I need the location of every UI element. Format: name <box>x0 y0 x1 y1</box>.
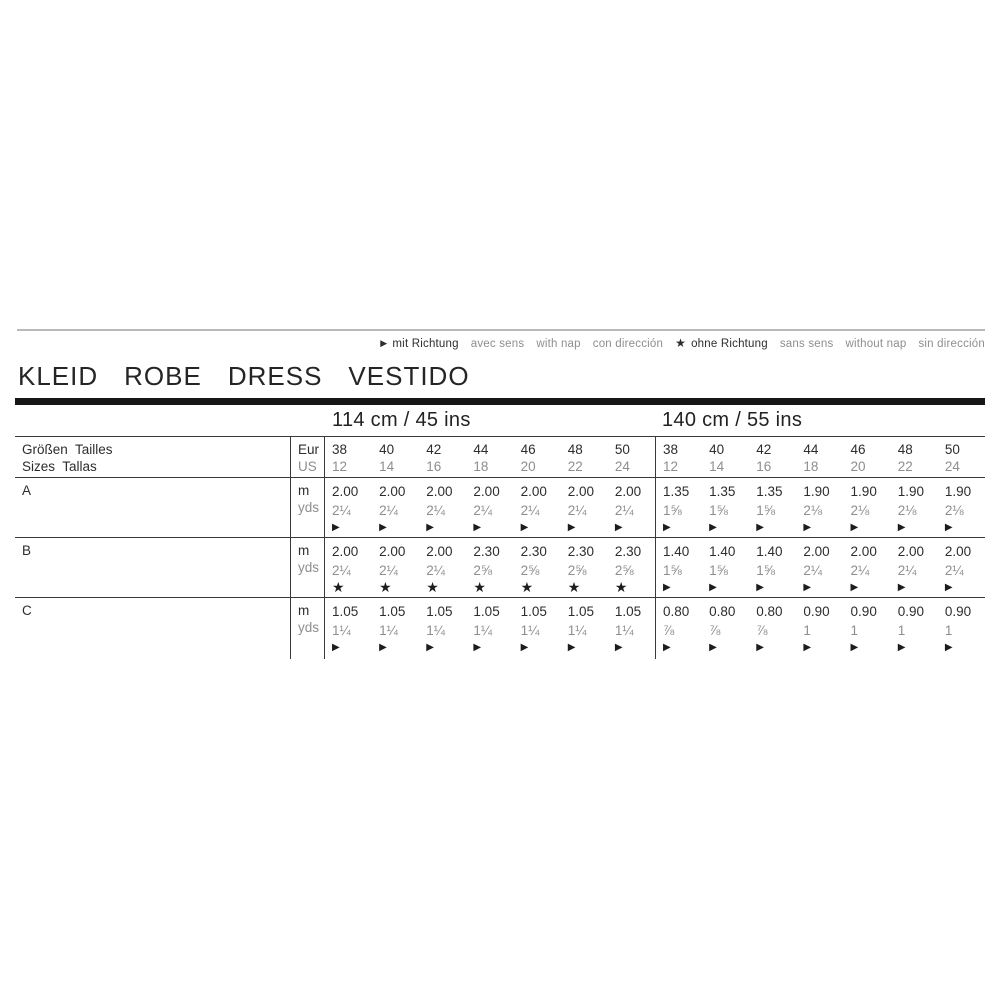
with-nap-triangle-icon: ▶ <box>520 642 529 653</box>
us-size: 22 <box>897 459 913 474</box>
with-nap-triangle-icon: ▶ <box>756 642 764 653</box>
meters-value: 0.90 <box>897 604 924 619</box>
eur-size: 48 <box>567 442 583 457</box>
eur-size: 40 <box>379 442 395 457</box>
width-header-140cm: 140 cm / 55 ins <box>662 409 803 431</box>
size-column-header <box>796 437 843 477</box>
with-nap-label-de: mit Richtung <box>392 338 459 350</box>
meters-value: 1.40 <box>662 544 690 559</box>
us-size: 16 <box>426 459 442 474</box>
yards-value: 2⅝ <box>473 563 493 578</box>
imperial-unit-label: yds <box>298 620 320 635</box>
eur-size: 48 <box>897 442 913 457</box>
top-divider-rule <box>17 329 985 331</box>
with-nap-triangle-icon: ▶ <box>473 642 482 653</box>
eur-size: 44 <box>803 442 819 457</box>
yardage-cell <box>796 538 843 597</box>
yardage-cell <box>749 538 796 597</box>
size-column-header <box>419 437 466 477</box>
meters-value: 1.05 <box>473 604 500 619</box>
yards-value: 2¼ <box>567 503 587 518</box>
with-nap-triangle-icon: ▶ <box>426 522 434 533</box>
unit-cell <box>290 478 325 537</box>
yardage-cell <box>514 598 561 659</box>
with-nap-triangle-icon: ▶ <box>520 522 529 533</box>
view-row-c <box>15 598 985 659</box>
size-column-header <box>466 437 513 477</box>
yards-value: 2¼ <box>614 503 634 518</box>
meters-value: 1.40 <box>709 544 736 559</box>
with-nap-legend-group <box>380 338 458 350</box>
unit-cell <box>290 598 325 659</box>
garment-title-fr: ROBE <box>124 361 202 391</box>
yards-value: 1⅝ <box>709 503 728 518</box>
with-nap-triangle-icon: ▶ <box>662 582 671 593</box>
meters-value: 1.90 <box>803 484 830 499</box>
meters-value: 2.00 <box>944 544 972 559</box>
yards-value: 2¼ <box>944 563 964 578</box>
yardage-cell <box>749 478 796 537</box>
imperial-unit-label: yds <box>298 560 320 575</box>
yardage-cell <box>844 538 891 597</box>
yards-value: 2¼ <box>473 503 493 518</box>
us-size: 16 <box>756 459 772 474</box>
with-nap-triangle-icon: ▶ <box>709 522 717 533</box>
with-nap-triangle-icon: ▶ <box>332 642 340 653</box>
yards-value: 1¼ <box>520 623 540 638</box>
yardage-cell <box>796 478 843 537</box>
eur-size: 46 <box>520 442 536 457</box>
meters-value: 2.00 <box>379 544 406 559</box>
yards-value: ⅞ <box>662 623 675 638</box>
yardage-cell <box>655 478 702 537</box>
garment-title-en: DRESS <box>227 361 323 391</box>
without-nap-star-icon: ★ <box>614 579 628 595</box>
yardage-cell <box>372 478 419 537</box>
yards-value: 1⅝ <box>662 563 682 578</box>
without-nap-star-icon: ★ <box>426 579 439 595</box>
yardage-cell <box>372 598 419 659</box>
meters-value: 1.05 <box>332 604 359 619</box>
yards-value: 2⅝ <box>567 563 587 578</box>
meters-value: 2.00 <box>426 544 453 559</box>
yardage-cell <box>466 478 513 537</box>
yards-value: 2¼ <box>379 563 398 578</box>
us-size: 14 <box>709 459 725 474</box>
with-nap-triangle-icon: ▶ <box>379 642 387 653</box>
yards-value: 2⅛ <box>850 503 870 518</box>
size-header-label-line2: Sizes Tallas <box>22 459 97 474</box>
with-nap-triangle-icon: ▶ <box>803 582 812 593</box>
with-nap-triangle-icon: ▶ <box>332 522 340 533</box>
yardage-cell <box>891 598 938 659</box>
yardage-cell <box>419 538 466 597</box>
us-size: 12 <box>332 459 348 474</box>
meters-value: 1.05 <box>567 604 594 619</box>
nap-legend <box>380 336 985 350</box>
with-nap-triangle-icon: ▶ <box>709 582 717 593</box>
meters-value: 0.90 <box>944 604 972 619</box>
fabric-width-header-row <box>15 405 985 437</box>
imperial-unit-label: yds <box>298 500 320 515</box>
view-row-a <box>15 478 985 538</box>
size-header-label-line1: Größen Tailles <box>22 442 113 457</box>
us-size: 18 <box>803 459 819 474</box>
table-top-bar <box>15 398 985 405</box>
with-nap-triangle-icon: ▶ <box>897 642 906 653</box>
yardage-cell <box>891 478 938 537</box>
yardage-cell <box>561 598 608 659</box>
with-nap-triangle-icon: ▶ <box>944 522 953 533</box>
eur-size: 38 <box>662 442 679 457</box>
meters-value: 0.80 <box>662 604 690 619</box>
meters-value: 1.90 <box>850 484 877 499</box>
size-column-header <box>514 437 561 477</box>
yards-value: 2⅝ <box>614 563 634 578</box>
meters-value: 2.00 <box>520 484 547 499</box>
width-header-spacer <box>15 405 325 436</box>
yardage-cell <box>844 478 891 537</box>
yards-value: 1 <box>803 623 811 638</box>
with-nap-triangle-icon: ▶ <box>426 642 434 653</box>
yardage-cell <box>749 598 796 659</box>
with-nap-triangle-icon: ▶ <box>944 582 953 593</box>
yardage-cell <box>608 598 655 659</box>
meters-value: 2.00 <box>426 484 453 499</box>
meters-value: 2.00 <box>850 544 877 559</box>
size-column-header <box>655 437 702 477</box>
without-nap-legend-group <box>675 336 768 350</box>
meters-value: 2.30 <box>473 544 500 559</box>
unit-cell <box>290 538 325 597</box>
yards-value: 2¼ <box>332 503 351 518</box>
yardage-cell <box>325 598 372 659</box>
yardage-cell <box>466 538 513 597</box>
without-nap-star-icon: ★ <box>567 579 581 595</box>
meters-value: 1.40 <box>756 544 783 559</box>
with-nap-triangle-icon: ▶ <box>380 338 388 348</box>
yardage-cell <box>655 598 702 659</box>
view-label: B <box>22 543 32 558</box>
size-header-row <box>15 437 985 478</box>
garment-title-de: KLEID <box>18 361 99 391</box>
yards-value: 1¼ <box>379 623 398 638</box>
with-nap-triangle-icon: ▶ <box>850 642 859 653</box>
garment-title <box>18 361 470 392</box>
yards-value: 1 <box>850 623 859 638</box>
meters-value: 2.00 <box>897 544 924 559</box>
view-label: A <box>22 483 32 498</box>
yards-value: 1 <box>944 623 953 638</box>
meters-value: 1.35 <box>662 484 690 499</box>
yards-value: 2¼ <box>379 503 398 518</box>
yardage-cell <box>419 478 466 537</box>
meters-value: 1.05 <box>614 604 642 619</box>
with-nap-triangle-icon: ▶ <box>803 522 812 533</box>
yardage-cell <box>608 478 655 537</box>
eur-size: 50 <box>944 442 960 457</box>
yards-value: 2⅛ <box>897 503 917 518</box>
without-nap-star-icon: ★ <box>332 579 345 595</box>
with-nap-label-en: with nap <box>536 338 581 350</box>
yardage-cell <box>419 598 466 659</box>
without-nap-star-icon: ★ <box>520 579 534 595</box>
yards-value: 1⅝ <box>709 563 728 578</box>
meters-value: 2.30 <box>520 544 547 559</box>
meters-value: 1.90 <box>897 484 924 499</box>
yards-value: 1¼ <box>614 623 634 638</box>
yards-value: 1¼ <box>567 623 587 638</box>
yards-value: 2¼ <box>332 563 351 578</box>
yards-value: 2¼ <box>850 563 870 578</box>
yards-value: ⅞ <box>756 623 768 638</box>
meters-value: 1.05 <box>520 604 547 619</box>
yardage-cell <box>466 598 513 659</box>
yards-value: 2⅝ <box>520 563 540 578</box>
yards-value: 2¼ <box>803 563 823 578</box>
yards-value: 2⅛ <box>944 503 964 518</box>
size-column-header <box>372 437 419 477</box>
with-nap-triangle-icon: ▶ <box>756 582 764 593</box>
meters-value: 2.00 <box>567 484 594 499</box>
yards-value: 2⅛ <box>803 503 823 518</box>
yardage-cell <box>325 538 372 597</box>
with-nap-label-es: con dirección <box>592 338 664 350</box>
yardage-cell <box>514 478 561 537</box>
yardage-cell <box>702 478 749 537</box>
yardage-cell <box>372 538 419 597</box>
yardage-cell <box>655 538 702 597</box>
yards-value: 1¼ <box>332 623 351 638</box>
garment-title-es: VESTIDO <box>348 361 470 391</box>
meters-value: 2.30 <box>614 544 642 559</box>
view-row-b <box>15 538 985 598</box>
with-nap-triangle-icon: ▶ <box>850 522 859 533</box>
yardage-cell <box>844 598 891 659</box>
size-standard-eur: Eur <box>298 442 320 457</box>
meters-value: 0.90 <box>803 604 830 619</box>
with-nap-triangle-icon: ▶ <box>944 642 953 653</box>
with-nap-triangle-icon: ▶ <box>379 522 387 533</box>
us-size: 24 <box>944 459 960 474</box>
us-size: 18 <box>473 459 489 474</box>
yardage-cell <box>891 538 938 597</box>
size-header-label <box>15 437 290 477</box>
yards-value: 1¼ <box>473 623 493 638</box>
us-size: 22 <box>567 459 583 474</box>
width-header-114cm: 114 cm / 45 ins <box>332 409 471 431</box>
with-nap-triangle-icon: ▶ <box>897 522 906 533</box>
meters-value: 2.00 <box>332 484 359 499</box>
meters-value: 1.90 <box>944 484 972 499</box>
meters-value: 2.00 <box>803 544 830 559</box>
meters-value: 2.30 <box>567 544 594 559</box>
with-nap-triangle-icon: ▶ <box>473 522 482 533</box>
eur-size: 38 <box>332 442 348 457</box>
meters-value: 0.80 <box>709 604 736 619</box>
eur-size: 44 <box>473 442 489 457</box>
size-column-header <box>561 437 608 477</box>
yards-value: 1⅝ <box>662 503 682 518</box>
size-column-header <box>325 437 372 477</box>
with-nap-triangle-icon: ▶ <box>803 642 812 653</box>
size-column-header <box>938 437 985 477</box>
us-size: 14 <box>379 459 395 474</box>
with-nap-triangle-icon: ▶ <box>567 522 576 533</box>
without-nap-label-de: ohne Richtung <box>691 338 768 350</box>
yards-value: 1⅝ <box>756 503 776 518</box>
us-size: 24 <box>614 459 630 474</box>
with-nap-triangle-icon: ▶ <box>662 522 671 533</box>
with-nap-triangle-icon: ▶ <box>614 642 623 653</box>
metric-unit-label: m <box>298 603 310 618</box>
yards-value: 2¼ <box>520 503 540 518</box>
eur-size: 40 <box>709 442 725 457</box>
yards-value: 1⅝ <box>756 563 776 578</box>
size-column-header <box>702 437 749 477</box>
size-column-header <box>749 437 796 477</box>
meters-value: 1.05 <box>426 604 453 619</box>
yardage-cell <box>608 538 655 597</box>
with-nap-triangle-icon: ▶ <box>662 642 671 653</box>
eur-size: 42 <box>426 442 442 457</box>
metric-unit-label: m <box>298 483 310 498</box>
metric-unit-label: m <box>298 543 310 558</box>
with-nap-triangle-icon: ▶ <box>756 522 764 533</box>
with-nap-triangle-icon: ▶ <box>709 642 717 653</box>
without-nap-star-icon: ★ <box>473 579 486 595</box>
us-size: 20 <box>520 459 536 474</box>
yardage-cell <box>938 478 985 537</box>
size-standard-header <box>290 437 325 477</box>
without-nap-label-fr: sans sens <box>779 338 834 350</box>
meters-value: 2.00 <box>473 484 500 499</box>
size-column-header <box>844 437 891 477</box>
with-nap-triangle-icon: ▶ <box>850 582 859 593</box>
eur-size: 50 <box>614 442 630 457</box>
meters-value: 0.80 <box>756 604 783 619</box>
meters-value: 1.05 <box>379 604 406 619</box>
meters-value: 2.00 <box>379 484 406 499</box>
us-size: 20 <box>850 459 866 474</box>
without-nap-star-icon: ★ <box>675 336 687 350</box>
view-label: C <box>22 603 32 618</box>
with-nap-triangle-icon: ▶ <box>897 582 906 593</box>
meters-value: 2.00 <box>332 544 359 559</box>
without-nap-label-es: sin dirección <box>918 338 985 350</box>
yardage-cell <box>938 598 985 659</box>
yards-value: 2¼ <box>426 563 446 578</box>
yardage-cell <box>702 598 749 659</box>
with-nap-triangle-icon: ▶ <box>567 642 576 653</box>
size-column-header <box>608 437 655 477</box>
yardage-cell <box>938 538 985 597</box>
meters-value: 2.00 <box>614 484 642 499</box>
yards-value: ⅞ <box>709 623 721 638</box>
yardage-cell <box>561 478 608 537</box>
yards-value: 2¼ <box>426 503 446 518</box>
without-nap-label-en: without nap <box>845 338 907 350</box>
yards-value: 2¼ <box>897 563 917 578</box>
yardage-cell <box>702 538 749 597</box>
yards-value: 1 <box>897 623 906 638</box>
with-nap-triangle-icon: ▶ <box>614 522 623 533</box>
eur-size: 42 <box>756 442 772 457</box>
meters-value: 1.35 <box>756 484 783 499</box>
yardage-table <box>15 405 985 659</box>
yardage-cell <box>796 598 843 659</box>
size-column-header <box>891 437 938 477</box>
eur-size: 46 <box>850 442 866 457</box>
meters-value: 0.90 <box>850 604 877 619</box>
meters-value: 1.35 <box>709 484 736 499</box>
size-standard-us: US <box>298 459 317 474</box>
without-nap-star-icon: ★ <box>379 579 392 595</box>
yardage-cell <box>561 538 608 597</box>
yards-value: 1¼ <box>426 623 446 638</box>
yardage-cell <box>325 478 372 537</box>
yardage-cell <box>514 538 561 597</box>
us-size: 12 <box>662 459 679 474</box>
with-nap-label-fr: avec sens <box>470 338 525 350</box>
